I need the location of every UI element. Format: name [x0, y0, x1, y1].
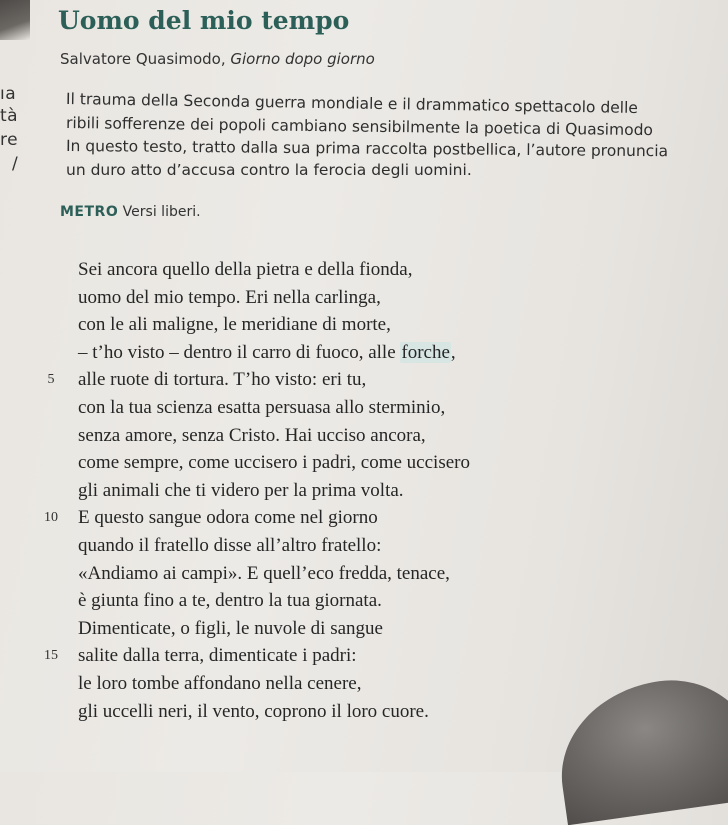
intro-line: In questo testo, tratto dalla sua prima raccolta postbellica, l’autore pronuncia [65, 137, 669, 161]
collection-title: Giorno dopo giorno [230, 50, 375, 68]
verse-line [78, 339, 698, 367]
metre-note [60, 204, 201, 220]
verse-line [78, 449, 698, 477]
verse-text: le loro tombe affondano nella cenere, [78, 672, 362, 694]
verse-text: gli animali che ti videro per la prima volta. [78, 479, 404, 501]
verse-line [78, 422, 698, 450]
verse-number: 15 [44, 648, 58, 664]
verse-line [78, 394, 698, 422]
verse-line [78, 284, 698, 312]
verse-line [78, 615, 698, 643]
verse-text-end: , [450, 341, 456, 363]
verse-line [78, 560, 698, 588]
verse-line [78, 670, 698, 698]
verse-line [78, 311, 698, 339]
verse-number: 5 [47, 372, 55, 388]
verse-line [78, 587, 698, 615]
glossed-word[interactable]: forche [401, 341, 450, 363]
verse-text: senza amore, senza Cristo. Hai ucciso ancora, [78, 424, 426, 446]
margin-fragment: re [0, 130, 19, 150]
verse-line [78, 256, 698, 284]
margin-fragment: ıa [0, 84, 17, 104]
verse-line [78, 532, 698, 560]
verse-text: alle ruote di tortura. T’ho visto: eri tu, [78, 369, 367, 391]
verse-number: 10 [44, 510, 58, 526]
verse-text: Dimenticate, o figli, le nuvole di sangue [78, 617, 383, 639]
intro-line: un duro atto d’accusa contro la ferocia degli uomini. [66, 160, 472, 179]
verse-text: quando il fratello disse all’altro fratello: [78, 534, 382, 556]
verse-text: con la tua scienza esatta persuasa allo sterminio, [78, 396, 446, 418]
verse-text: come sempre, come uccisero i padri, come uccisero [78, 452, 470, 474]
verse-text: Sei ancora quello della pietra e della fionda, [78, 259, 413, 280]
poem-title: Uomo del mio tempo [58, 6, 350, 35]
verse-text: E questo sangue odora come nel giorno [78, 507, 378, 529]
verse-line [44, 504, 698, 532]
verse-text: è giunta fino a te, dentro la tua giornata. [78, 590, 382, 612]
verse-line [47, 366, 698, 394]
metre-label: METRO [60, 204, 119, 220]
metre-text: Versi liberi. [118, 204, 201, 220]
margin-fragment: / [12, 154, 19, 174]
poem-source [60, 50, 375, 68]
poem-text [44, 256, 698, 725]
intro-paragraph [66, 88, 728, 182]
verse-text-start: – t’ho visto – dentro il carro di fuoco, alle [78, 341, 401, 363]
verse-text: salite dalla terra, dimenticate i padri: [78, 645, 357, 667]
margin-fragment: tà [0, 106, 19, 126]
verse-text: con le ali maligne, le meridiane di morte, [78, 314, 391, 336]
page-corner-shadow [0, 0, 30, 40]
verse-text: «Andiamo ai campi». E quell’eco fredda, tenace, [78, 562, 450, 584]
verse-text: uomo del mio tempo. Eri nella carlinga, [78, 286, 381, 308]
verse-line [78, 477, 698, 505]
author-name: Salvatore Quasimodo, [60, 50, 231, 68]
intro-line: ribili sofferenze dei popoli cambiano sensibilmente la poetica di Quasimodo [65, 113, 654, 139]
verse-text: gli uccelli neri, il vento, coprono il loro cuore. [78, 700, 429, 722]
intro-line: Il trauma della Seconda guerra mondiale e il drammatico spettacolo delle [65, 90, 639, 117]
verse-line [44, 642, 698, 670]
